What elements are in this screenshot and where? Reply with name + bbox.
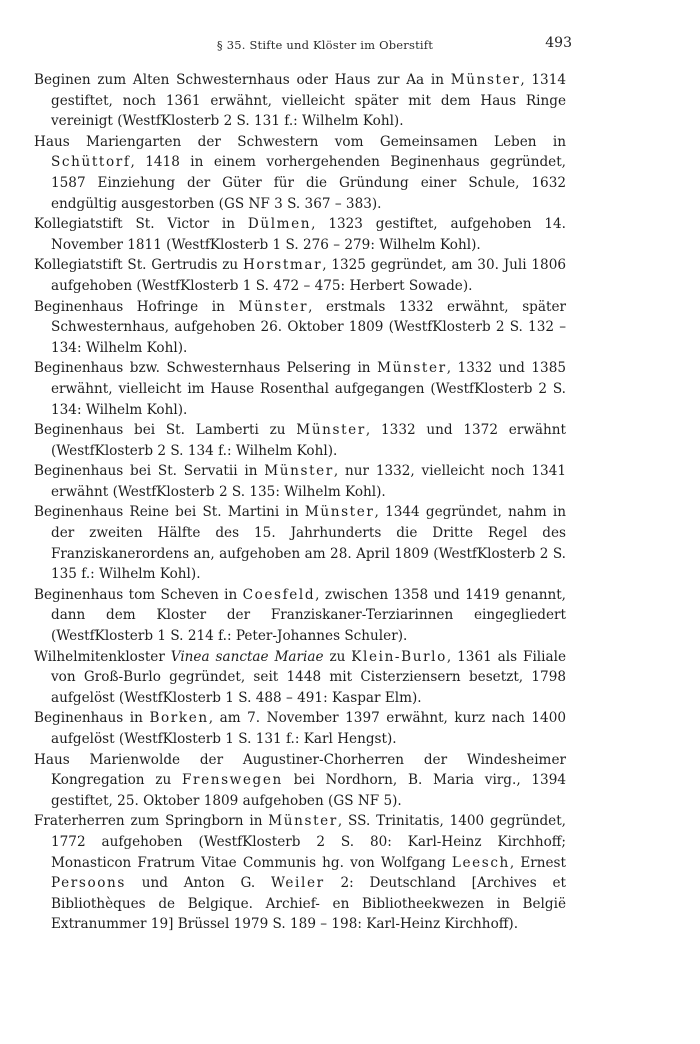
entry-paragraph	[34, 461, 566, 502]
entry-paragraph	[34, 132, 566, 214]
place-name: Münster	[377, 360, 447, 377]
entry-text: Wilhelmitenkloster	[34, 648, 171, 665]
entry-paragraph	[34, 585, 566, 647]
place-name: Frenswegen	[181, 772, 283, 789]
place-name: Münster	[304, 504, 375, 521]
place-name: Leesch	[451, 854, 510, 871]
place-name: Münster	[296, 422, 366, 439]
entry-paragraph	[34, 811, 566, 935]
entry-text: , am 7. November 1397 erwähnt, kurz nach 1400 aufgelöst (WestfKlosterb 1 S. 131 f.: Karl Hengst).	[51, 710, 566, 747]
entry-paragraph	[34, 214, 566, 255]
place-name: Münster	[264, 463, 334, 480]
entry-paragraph	[34, 647, 566, 709]
entry-text: , 1344 gegründet, nahm in der zweiten Hälfte des 15. Jahrhunderts die Dritte Regel des Franziskanerordens an, aufgehoben am 28. April 1809 (WestfKlosterb 2 S. 135 f.: Wilhelm Kohl).	[51, 504, 567, 583]
entry-text: Beginenhaus in	[34, 710, 150, 727]
entry-paragraph	[34, 358, 566, 420]
entry-text: 2: Deutschland [Archives et Bibliothèques de Belgique. Archief- en Bibliotheekwezen in België Extranummer 19] Brüssel 1979 S. 189 – 198: Karl-Heinz Kirchhoff).	[51, 875, 566, 933]
place-name: Münster	[450, 72, 521, 88]
entry-text: bei Nordhorn, B. Maria virg., 1394 gestiftet, 25. Oktober 1809 aufgehoben (GS NF 5).	[51, 772, 566, 809]
entry-text: und Anton G.	[125, 875, 271, 892]
entry-list	[34, 70, 566, 935]
entry-text: , zwischen 1358 und 1419 genannt, dann dem Kloster der Franziskaner-Terziarinnen eingegliedert (WestfKlosterb 1 S. 214 f.: Peter-Johannes Schuler).	[51, 586, 566, 645]
entry-paragraph	[34, 297, 566, 359]
entry-text: Haus Mariengarten der Schwestern vom Gemeinsamen Leben in	[34, 133, 566, 150]
latin-title: Vinea sanctae Mariae	[170, 648, 324, 665]
entry-text: , 1314 gestiftet, noch 1361 erwähnt, vielleicht später mit dem Haus Ringe vereinigt (WestfKlosterb 2 S. 131 f.: Wilhelm Kohl).	[51, 72, 566, 130]
entry-text: Kollegiatstift St. Gertrudis zu	[34, 257, 243, 274]
entry-text: , 1325 gegründet, am 30. Juli 1806 aufgehoben (WestfKlosterb 1 S. 472 – 475: Herbert Sowade).	[51, 257, 567, 294]
entry-text: Beginenhaus bei St. Servatii in	[34, 463, 265, 480]
entry-text: Beginenhaus tom Scheven in	[34, 586, 243, 603]
place-name: Weiler	[270, 875, 325, 892]
entry-text: Beginen zum Alten Schwesternhaus oder Haus zur Aa in	[34, 72, 451, 88]
entry-text: , 1361 als Filiale von Groß-Burlo gegründet, seit 1448 mit Cisterziensern besetzt, 1798 aufgelöst (WestfKlosterb 1 S. 488 – 491: Kaspar Elm).	[51, 648, 566, 706]
place-name: Coesfeld	[242, 586, 316, 603]
entry-text: , 1332 und 1385 erwähnt, vielleicht im Hause Rosenthal aufgegangen (WestfKlosterb 2 S. 134: Wilhelm Kohl).	[51, 360, 567, 418]
entry-text: , 1418 in einem vorhergehenden Beginenhaus gegründet, 1587 Einziehung der Güter für die Gründung einer Schule, 1632 endgültig ausgestorben (GS NF 3 S. 367 – 383).	[51, 154, 566, 212]
entry-text: Beginenhaus bei St. Lamberti zu	[34, 422, 297, 439]
entry-paragraph	[34, 502, 566, 584]
entry-text: , SS. Trinitatis, 1400 gegründet, 1772 aufgehoben (WestfKlosterb 2 S. 80: Karl-Heinz Kirchhoff; Monasticon Fratrum Vitae Communis hg. von Wolfgang	[51, 813, 566, 871]
place-name: Münster	[238, 298, 309, 315]
entry-text: , Ernest	[509, 854, 566, 871]
place-name: Borken	[149, 710, 209, 727]
page-number: 493	[545, 35, 572, 51]
entry-paragraph	[34, 420, 566, 461]
entry-paragraph	[34, 255, 566, 296]
entry-text: Kollegiatstift St. Victor in	[34, 216, 248, 233]
entry-paragraph	[34, 70, 566, 132]
place-name: Horstmar	[242, 257, 323, 274]
entry-text: Haus Marienwolde der Augustiner-Chorherren der Windesheimer Kongregation zu	[34, 751, 566, 789]
place-name: Schüttorf	[51, 154, 131, 171]
entry-text: Fraterherren zum Springborn in	[34, 813, 269, 830]
entry-paragraph	[34, 750, 566, 812]
entry-text: Beginenhaus Hofringe in	[34, 298, 239, 315]
entry-text: Beginenhaus bzw. Schwesternhaus Pelsering in	[34, 360, 378, 377]
entry-text: , 1323 gestiftet, aufgehoben 14. November 1811 (WestfKlosterb 1 S. 276 – 279: Wilhelm Kohl).	[51, 216, 566, 253]
entry-text: , 1332 und 1372 erwähnt (WestfKlosterb 2 S. 134 f.: Wilhelm Kohl).	[51, 422, 566, 459]
entry-text: , erstmals 1332 erwähnt, später Schwesternhaus, aufgehoben 26. Oktober 1809 (WestfKlosterb 2 S. 132 – 134: Wilhelm Kohl).	[51, 298, 566, 356]
entry-text: Beginenhaus Reine bei St. Martini in	[34, 504, 305, 521]
place-name: Dülmen	[247, 216, 312, 233]
entry-text: , nur 1332, vielleicht noch 1341 erwähnt (WestfKlosterb 2 S. 135: Wilhelm Kohl).	[51, 463, 566, 500]
place-name: Klein-Burlo	[351, 648, 447, 665]
place-name: Persoons	[51, 875, 126, 892]
place-name: Münster	[268, 813, 338, 830]
entry-text: zu	[323, 648, 352, 665]
entry-paragraph	[34, 708, 566, 749]
running-head: § 35. Stifte und Klöster im Oberstift	[216, 38, 434, 52]
